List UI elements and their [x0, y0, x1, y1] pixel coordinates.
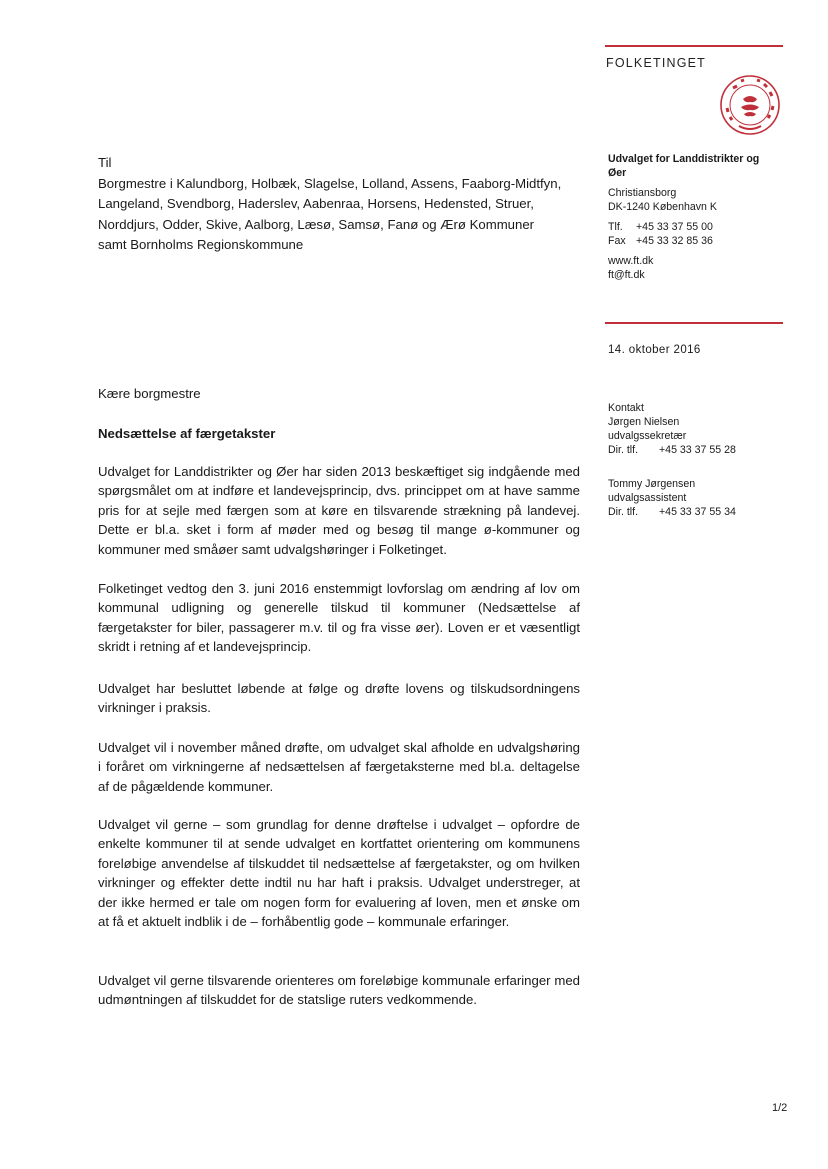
recipients-line: Langeland, Svendborg, Haderslev, Aabenraa, Horsens, Hedensted, Struer,: [98, 196, 534, 212]
contact-name: Jørgen Nielsen: [608, 416, 680, 428]
fax-row: [608, 234, 759, 248]
website-link[interactable]: www.ft.dk: [608, 255, 654, 267]
phone-row: [608, 220, 759, 234]
body-paragraph: Udvalget for Landdistrikter og Øer har siden 2013 beskæftiget sig indgående med spørgsmålet om at indføre et landevejsprincip, dvs. princippet om at have samme pris for at sejle med færgen som at køre en tilsvarende strækning på landevej. Dette er bl.a. sket i form af møder med og besøg til mange ø-kommuner og kommuner med småøer samt udvalgshøringer i Folketinget.: [98, 464, 580, 557]
fax-label: Fax: [608, 235, 626, 247]
fax-value: +45 33 32 85 36: [636, 235, 713, 247]
contact-title: udvalgsassistent: [608, 492, 687, 504]
contacts-label: Kontakt: [608, 402, 644, 414]
salutation: Kære borgmestre: [98, 386, 201, 401]
body-paragraph: Udvalget vil gerne tilsvarende orienteres om foreløbige kommunale erfaringer med udmøntningen af tilskuddet for de statslige ruters vedkommende.: [98, 973, 580, 1008]
contacts-block: [608, 401, 736, 519]
recipients-block: [98, 153, 593, 256]
committee-name: Udvalget for Landdistrikter og: [608, 153, 760, 165]
contact-phone-row: [608, 505, 736, 519]
phone-value: +45 33 37 55 00: [636, 221, 713, 233]
recipients-line: Borgmestre i Kalundborg, Holbæk, Slagelse, Lolland, Assens, Faaborg-Midtfyn,: [98, 175, 562, 191]
contact-phone: +45 33 37 55 28: [659, 444, 736, 456]
letter-date: 14. oktober 2016: [608, 344, 701, 356]
body-paragraph: Udvalget har besluttet løbende at følge og drøfte lovens og tilskudsordningens virkninger i praksis.: [98, 681, 580, 716]
address-line: Christiansborg: [608, 187, 677, 199]
recipients-line: samt Bornholms Regionskommune: [98, 237, 304, 253]
sender-block: [608, 152, 759, 282]
contact-phone-label: Dir. tlf.: [608, 444, 639, 456]
header-rule: [605, 45, 783, 47]
address-line: DK-1240 København K: [608, 201, 717, 213]
email-link[interactable]: ft@ft.dk: [608, 269, 645, 281]
contact-phone-label: Dir. tlf.: [608, 506, 639, 518]
body-paragraph: Udvalget vil gerne – som grundlag for denne drøftelse i udvalget – opfordre de enkelte kommuner til at sende udvalget en kortfattet orientering om kommunens foreløbige anvendelse af tilskuddet til nedsættelse af færgetakster, og om hvilken virkninger og effekter dette indtil nu har haft i praksis. Udvalget understreger, at der ikke hermed er tale om nogen form for evaluering af loven, men et ønske om at få et aktuelt indblik i de – forhåbentlig gode – kommunale erfaringer.: [98, 817, 580, 930]
brand-name: FOLKETINGET: [606, 56, 707, 70]
page-number: 1/2: [772, 1102, 788, 1114]
divider-rule: [605, 322, 783, 324]
body-paragraph: Folketinget vedtog den 3. juni 2016 enstemmigt lovforslag om ændring af lov om kommunal udligning og generelle tilskud til kommuner (Nedsættelse af færgetakster for biler, passagerer m.v. til og fra visse øer). Loven er et væsentligt skridt i retning af et landevejsprincip.: [98, 581, 580, 655]
folketinget-seal-icon: [713, 72, 783, 136]
contact-name: Tommy Jørgensen: [608, 478, 696, 490]
subject-heading: Nedsættelse af færgetakster: [98, 426, 276, 441]
recipients-line: Norddjurs, Odder, Skive, Aalborg, Læsø, Samsø, Fanø og Ærø Kommuner: [98, 216, 535, 232]
recipients-label: Til: [98, 155, 112, 170]
contact-phone-row: [608, 443, 736, 457]
contact-phone: +45 33 37 55 34: [659, 506, 736, 518]
contact-title: udvalgssekretær: [608, 430, 687, 442]
committee-name-cont: Øer: [608, 167, 627, 179]
body-paragraph: Udvalget vil i november måned drøfte, om udvalget skal afholde en udvalgshøring i foråret om virkningerne af nedsættelsen af færgetaksterne med bl.a. deltagelse af de pågældende kommuner.: [98, 740, 580, 794]
phone-label: Tlf.: [608, 221, 623, 233]
